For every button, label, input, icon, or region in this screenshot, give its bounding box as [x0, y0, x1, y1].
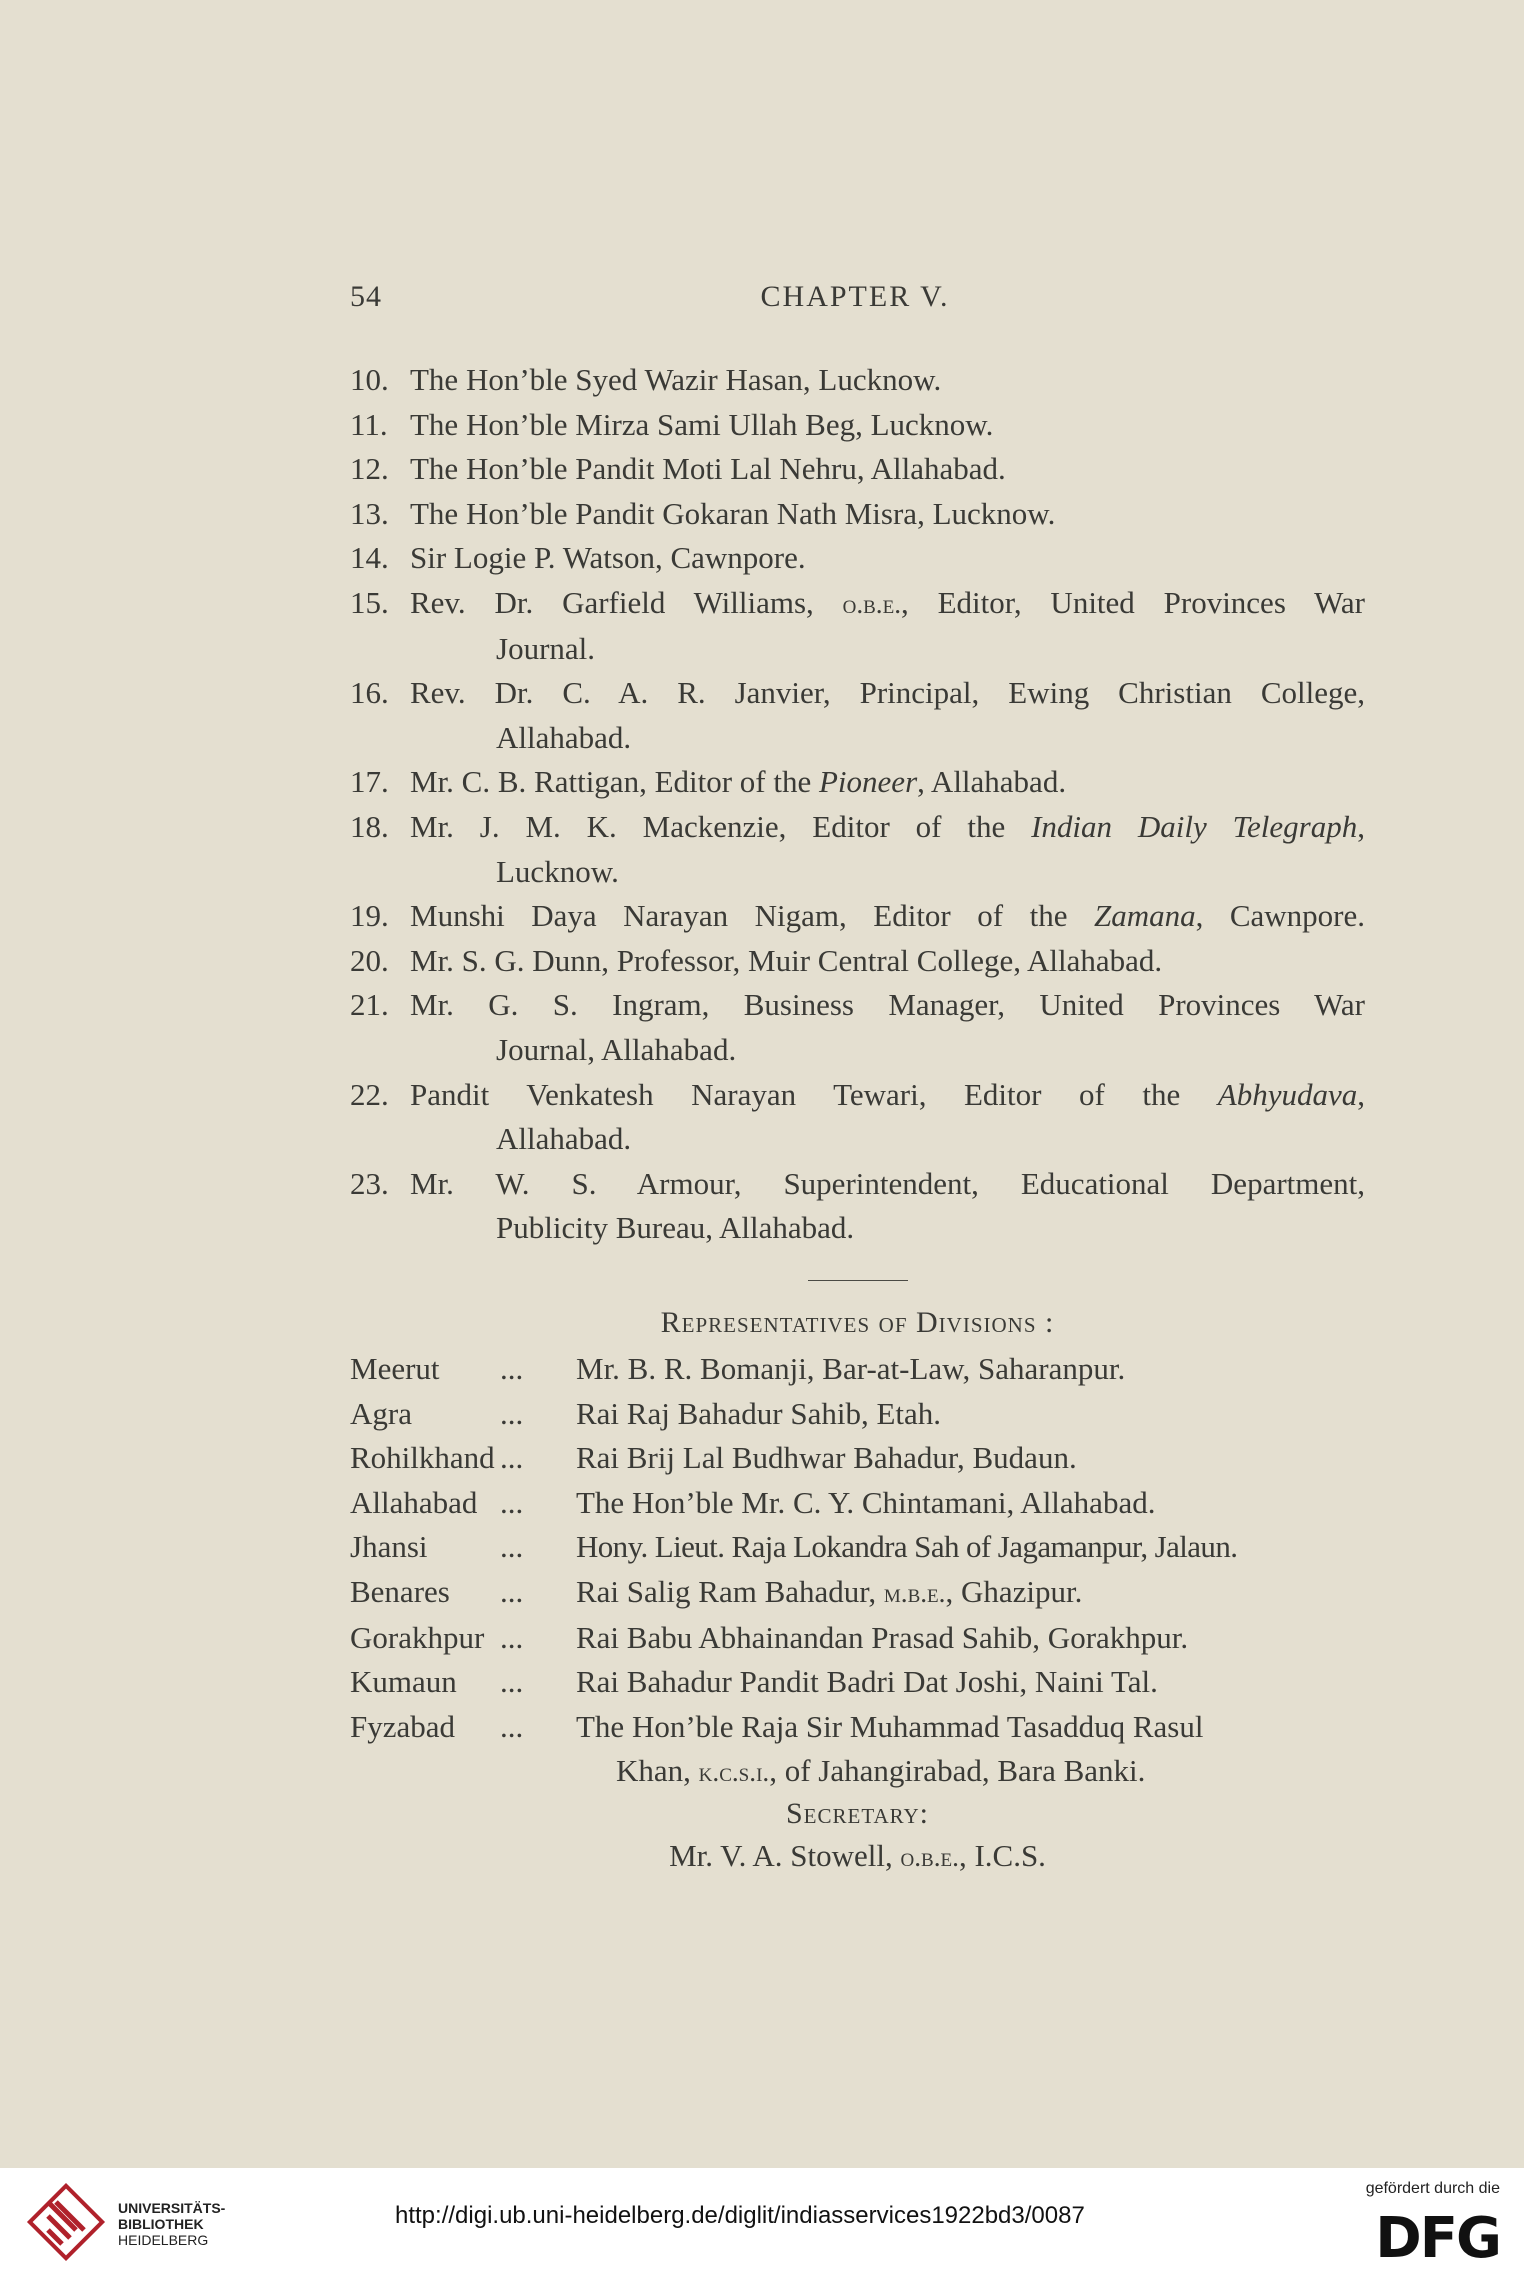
- item-number: 22.: [350, 1076, 389, 1112]
- representative-name: Rai Brij Lal Budhwar Bahadur, Budaun.: [576, 1440, 1077, 1476]
- item-number: 20.: [350, 942, 389, 978]
- leader-dots: ...: [500, 1529, 524, 1565]
- publication-title: Indian Daily Telegraph: [1031, 808, 1358, 844]
- representatives-list: [350, 1347, 1370, 1795]
- list-item: [350, 492, 1365, 537]
- item-number: 15.: [350, 584, 389, 620]
- item-text: Mr. W. S. Armour, Superintendent, Educational Department,: [410, 1165, 1365, 1201]
- item-text: The Hon’ble Pandit Moti Lal Nehru, Allahabad.: [410, 451, 1006, 487]
- honour-abbrev: k.c.s.i.: [698, 1757, 770, 1788]
- honour-abbrev: o.b.e.: [900, 1842, 959, 1872]
- item-number: 11.: [350, 406, 388, 442]
- list-item: [350, 536, 1365, 581]
- item-text: The Hon’ble Pandit Gokaran Nath Misra, Lucknow.: [410, 495, 1056, 531]
- list-item: [350, 1073, 1365, 1162]
- division-name: Allahabad: [350, 1484, 478, 1520]
- item-text-cont: Allahabad.: [496, 1121, 632, 1157]
- item-text: Sir Logie P. Watson, Cawnpore.: [410, 540, 806, 576]
- representative-name: Rai Salig Ram Bahadur, m.b.e., Ghazipur.: [576, 1573, 1083, 1609]
- library-line: UNIVERSITÄTS-: [118, 2200, 226, 2216]
- representative-name: Hony. Lieut. Raja Lokandra Sah of Jagamanpur, Jalaun.: [576, 1529, 1238, 1565]
- item-number: 13.: [350, 495, 389, 531]
- list-item: [350, 358, 1365, 403]
- member-list: [350, 358, 1365, 1251]
- honour-abbrev: m.b.e.: [883, 1577, 946, 1608]
- table-row: [350, 1436, 1370, 1481]
- list-item: [350, 671, 1365, 760]
- representative-name: Mr. B. R. Bomanji, Bar-at-Law, Saharanpur.: [576, 1351, 1126, 1386]
- division-name: Jhansi: [350, 1529, 428, 1565]
- item-text: Mr. C. B. Rattigan, Editor of the Pioneer, Allahabad.: [410, 764, 1067, 800]
- honour-abbrev: o.b.e.: [842, 588, 902, 619]
- representative-name: Rai Bahadur Pandit Badri Dat Joshi, Naini Tal.: [576, 1664, 1158, 1700]
- running-header: [350, 280, 1360, 320]
- table-row: [350, 1347, 1370, 1392]
- item-number: 19.: [350, 898, 389, 934]
- leader-dots: ...: [500, 1708, 524, 1744]
- library-name: [118, 2200, 225, 2248]
- table-row: [350, 1525, 1370, 1570]
- item-number: 14.: [350, 540, 389, 576]
- item-text: Mr. J. M. K. Mackenzie, Editor of the Indian Daily Telegraph,: [410, 808, 1365, 844]
- leader-dots: ...: [500, 1351, 524, 1386]
- item-text-cont: Publicity Bureau, Allahabad.: [496, 1210, 855, 1246]
- table-row: [350, 1616, 1370, 1661]
- dfg-logo-icon: DFG: [1375, 2206, 1500, 2271]
- representative-name-cont: Khan, k.c.s.i., of Jahangirabad, Bara Banki.: [616, 1753, 1146, 1789]
- list-item: [350, 983, 1365, 1072]
- list-item: [350, 894, 1365, 939]
- representative-name: The Hon’ble Raja Sir Muhammad Tasadduq Rasul: [576, 1708, 1204, 1744]
- library-line: BIBLIOTHEK: [118, 2216, 204, 2232]
- list-item: [350, 403, 1365, 448]
- leader-dots: ...: [500, 1440, 524, 1476]
- leader-dots: ...: [500, 1619, 524, 1655]
- division-name: Gorakhpur: [350, 1619, 485, 1655]
- list-item: [350, 760, 1365, 805]
- item-text-cont: Lucknow.: [496, 853, 619, 889]
- division-name: Rohilkhand: [350, 1440, 495, 1476]
- item-number: 23.: [350, 1165, 389, 1201]
- list-item: [350, 581, 1365, 671]
- table-row: [350, 1481, 1370, 1526]
- university-library-logo-icon: [26, 2182, 106, 2262]
- item-text: Rev. Dr. C. A. R. Janvier, Principal, Ewing Christian College,: [410, 675, 1365, 711]
- item-number: 12.: [350, 451, 389, 487]
- representative-name: Rai Babu Abhainandan Prasad Sahib, Gorakhpur.: [576, 1619, 1189, 1655]
- leader-dots: ...: [500, 1395, 524, 1431]
- item-text-cont: Journal, Allahabad.: [496, 1031, 737, 1067]
- item-text-cont: Allahabad.: [496, 719, 632, 755]
- item-number: 21.: [350, 987, 389, 1023]
- publication-title: Abhyudava: [1217, 1076, 1358, 1112]
- publication-title: Zamana: [1093, 898, 1196, 934]
- item-text: Mr. S. G. Dunn, Professor, Muir Central College, Allahabad.: [410, 942, 1163, 978]
- table-row: [350, 1392, 1370, 1437]
- item-text: The Hon’ble Syed Wazir Hasan, Lucknow.: [410, 362, 942, 397]
- page-number: 54: [350, 280, 382, 313]
- item-text: Pandit Venkatesh Narayan Tewari, Editor of the Abhyudava,: [410, 1076, 1366, 1112]
- representative-name: Rai Raj Bahadur Sahib, Etah.: [576, 1395, 942, 1431]
- chapter-title: CHAPTER V.: [760, 280, 950, 313]
- section-divider: [808, 1280, 908, 1281]
- item-number: 16.: [350, 675, 389, 711]
- division-name: Benares: [350, 1573, 450, 1609]
- division-name: Fyzabad: [350, 1708, 456, 1744]
- leader-dots: ...: [500, 1664, 524, 1700]
- list-item: [350, 805, 1365, 894]
- secretary-heading: Secretary:: [785, 1797, 929, 1830]
- table-row: [350, 1660, 1370, 1705]
- item-text-cont: Journal.: [496, 630, 596, 666]
- item-number: 10.: [350, 362, 389, 397]
- library-line: HEIDELBERG: [118, 2232, 209, 2248]
- division-name: Agra: [350, 1395, 412, 1431]
- list-item: [350, 447, 1365, 492]
- representative-name: The Hon’ble Mr. C. Y. Chintamani, Allahabad.: [576, 1484, 1156, 1520]
- representatives-heading: Representatives of Divisions :: [660, 1306, 1055, 1339]
- item-text: Rev. Dr. Garfield Williams, o.b.e., Editor, United Provinces War: [410, 584, 1366, 620]
- list-item: [350, 1162, 1365, 1251]
- item-number: 17.: [350, 764, 389, 800]
- item-text: The Hon’ble Mirza Sami Ullah Beg, Lucknow.: [410, 406, 994, 442]
- division-name: Kumaun: [350, 1664, 457, 1700]
- item-number: 18.: [350, 808, 389, 844]
- dfg-caption: gefördert durch die: [1365, 2180, 1500, 2197]
- item-text: Mr. G. S. Ingram, Business Manager, United Provinces War: [410, 987, 1365, 1023]
- item-text: Munshi Daya Narayan Nigam, Editor of the Zamana, Cawnpore.: [410, 898, 1366, 934]
- table-row: [350, 1705, 1370, 1795]
- publication-title: Pioneer: [819, 764, 918, 800]
- digitization-footer: [0, 2168, 1524, 2276]
- list-item: [350, 939, 1365, 984]
- secretary-name: Mr. V. A. Stowell, o.b.e., I.C.S.: [669, 1838, 1046, 1873]
- division-name: Meerut: [350, 1351, 440, 1386]
- leader-dots: ...: [500, 1573, 524, 1609]
- table-row: [350, 1570, 1370, 1616]
- permalink-url[interactable]: http://digi.ub.uni-heidelberg.de/diglit/indiasservices1922bd3/0087: [395, 2202, 1085, 2229]
- leader-dots: ...: [500, 1484, 524, 1520]
